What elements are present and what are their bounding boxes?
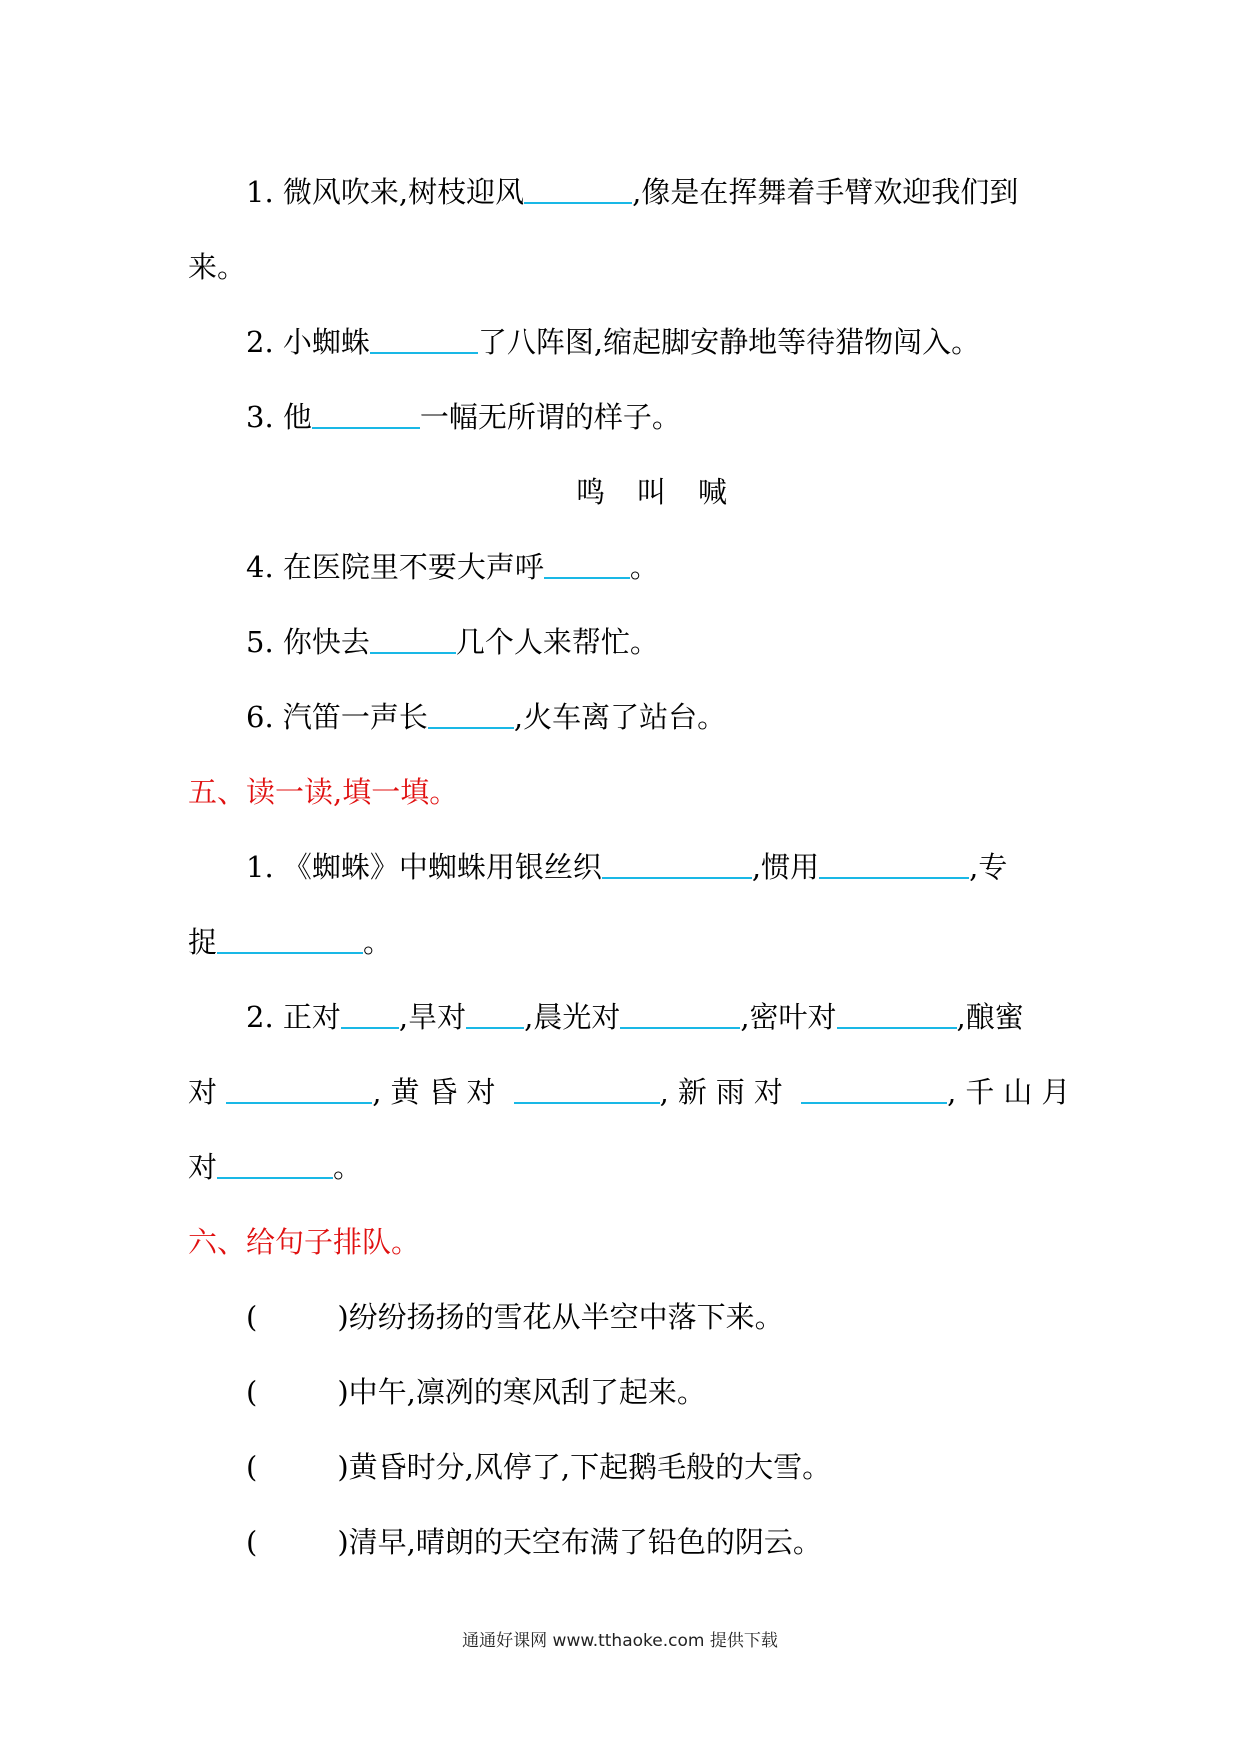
word-options bbox=[560, 472, 743, 512]
answer-blank-q5-2b[interactable] bbox=[466, 999, 524, 1029]
q4-item1-cont: 来。 bbox=[188, 250, 247, 284]
q5-item1-line: 1. 《蜘蛛》中蜘蛛用银丝织 ,惯用 ,专 bbox=[246, 850, 1008, 884]
word-option: 叫 bbox=[637, 475, 667, 509]
answer-blank-q5-2d[interactable] bbox=[837, 999, 957, 1029]
answer-blank-q4-2[interactable] bbox=[370, 324, 478, 354]
answer-blank-q5-1c[interactable] bbox=[217, 924, 363, 954]
answer-blank-q4-5[interactable] bbox=[370, 624, 456, 654]
answer-blank-q5-1a[interactable] bbox=[602, 849, 752, 879]
answer-blank-q5-2e[interactable] bbox=[226, 1074, 372, 1104]
q5-item2-cont: 对 ,黄昏对 ,新雨对 ,千山月 bbox=[188, 1075, 1080, 1109]
q4-item6-line: 6. 汽笛一声长 ,火车离了站台。 bbox=[246, 700, 727, 734]
q5-item2-line: 2. 正对 ,旱对 ,晨光对 ,密叶对 ,酿蜜 bbox=[246, 1000, 1024, 1034]
word-option: 鸣 bbox=[576, 475, 606, 509]
q6-item: ( )清早,晴朗的天空布满了铅色的阴云。 bbox=[246, 1525, 822, 1559]
q4-item2-line: 2. 小蜘蛛 了八阵图,缩起脚安静地等待猎物闯入。 bbox=[246, 325, 981, 359]
q4-item4-line: 4. 在医院里不要大声呼 。 bbox=[246, 550, 659, 584]
answer-blank-q5-1b[interactable] bbox=[819, 849, 969, 879]
answer-blank-q5-2g[interactable] bbox=[801, 1074, 947, 1104]
answer-blank-q5-2a[interactable] bbox=[341, 999, 399, 1029]
page-footer: 通通好课网 www.tthaoke.com 提供下载 bbox=[462, 1631, 778, 1651]
q4-item3-line: 3. 他 一幅无所谓的样子。 bbox=[246, 400, 681, 434]
q5-item2-cont2: 对 。 bbox=[188, 1150, 363, 1184]
section-heading-6: 六、给句子排队。 bbox=[188, 1225, 421, 1259]
answer-blank-q4-3[interactable] bbox=[312, 399, 420, 429]
answer-blank-q4-6[interactable] bbox=[428, 699, 514, 729]
q6-item: ( )纷纷扬扬的雪花从半空中落下来。 bbox=[246, 1300, 784, 1334]
q4-item1-line: 1. 微风吹来,树枝迎风 ,像是在挥舞着手臂欢迎我们到 bbox=[246, 175, 1019, 209]
answer-blank-q4-4[interactable] bbox=[544, 549, 630, 579]
answer-blank-q5-2h[interactable] bbox=[217, 1149, 333, 1179]
q6-item: ( )中午,凛冽的寒风刮了起来。 bbox=[246, 1375, 706, 1409]
word-option: 喊 bbox=[698, 475, 728, 509]
answer-blank-q5-2f[interactable] bbox=[514, 1074, 660, 1104]
answer-blank-q4-1[interactable] bbox=[524, 174, 632, 204]
q4-item5-line: 5. 你快去 几个人来帮忙。 bbox=[246, 625, 659, 659]
q6-item: ( )黄昏时分,风停了,下起鹅毛般的大雪。 bbox=[246, 1450, 832, 1484]
answer-blank-q5-2c[interactable] bbox=[620, 999, 740, 1029]
section-heading-5: 五、读一读,填一填。 bbox=[188, 775, 459, 809]
q5-item1-cont: 捉 。 bbox=[188, 925, 393, 959]
